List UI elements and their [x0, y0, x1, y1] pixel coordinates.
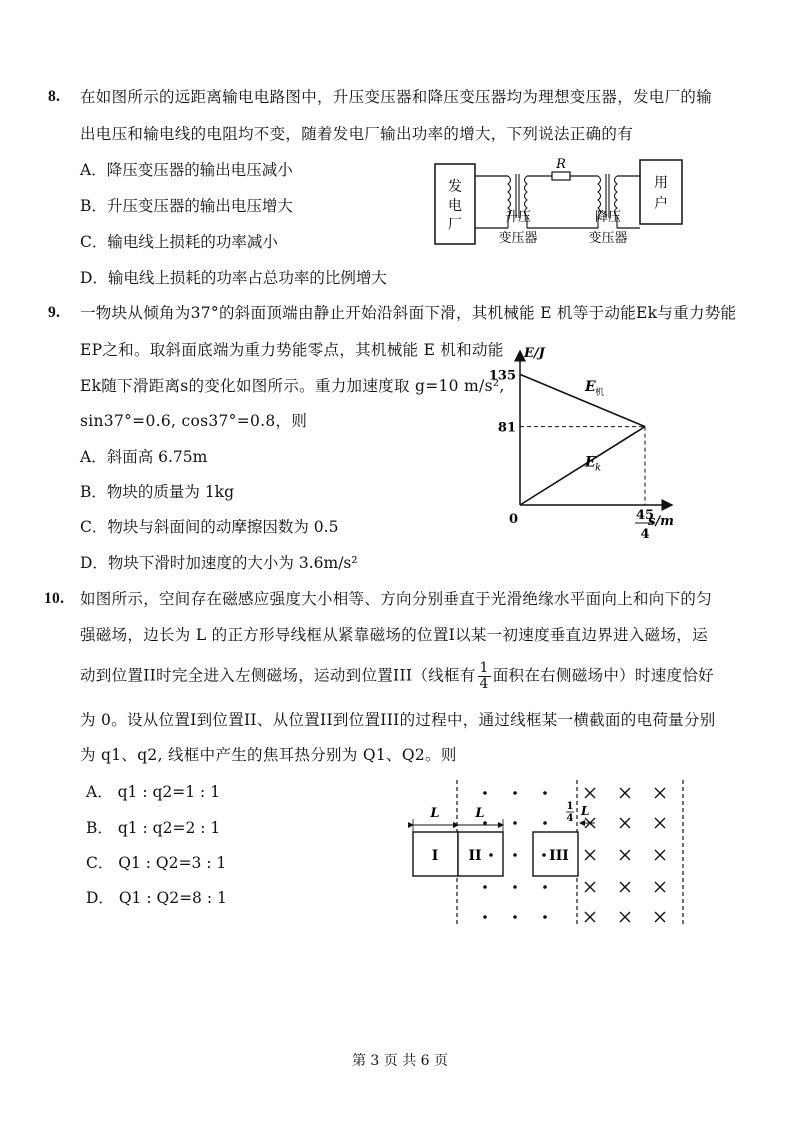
- q10-option-c: C． Q1 : Q2=3 : 1: [86, 854, 227, 872]
- series-line-kinetic-energy: [520, 427, 645, 505]
- q8-option-d: D．输电线上损耗的功率占总功率的比例增大: [80, 269, 387, 287]
- field-cross: [655, 850, 665, 860]
- q9-stem-line4: sin37°=0.6, cos37°=0.8，则: [80, 412, 308, 430]
- q10-option-a: A． q1 : q2=1 : 1: [86, 783, 221, 801]
- y-axis-label: E/J: [524, 346, 545, 361]
- series-label-kinetic-energy: E: [585, 454, 596, 471]
- field-dot: [513, 915, 517, 919]
- q8-stem-line2: 出电压和输电线的电阻均不变，随着发电厂输出功率的增大，下列说法正确的有: [80, 125, 634, 143]
- series-label-mechanical-sub: 机: [595, 387, 605, 398]
- q10-option-d: D． Q1 : Q2=8 : 1: [86, 889, 227, 907]
- dimension-l-1-label: L: [430, 806, 440, 821]
- fraction-numerator: 1: [479, 660, 489, 676]
- field-dot: [483, 915, 487, 919]
- series-label-mechanical-energy: E: [585, 378, 596, 395]
- field-cross: [620, 912, 630, 922]
- y-tick-81: 81: [497, 420, 516, 436]
- field-dot: [483, 821, 487, 825]
- y-tick-135: 135: [488, 368, 516, 384]
- field-dot: [513, 821, 517, 825]
- downward-field-crosses: [585, 788, 665, 922]
- energy-vs-distance-chart: [488, 345, 700, 555]
- field-cross: [585, 912, 595, 922]
- q10-option-b: B． q1 : q2=2 : 1: [86, 819, 221, 837]
- step-down-label-2: 变压器: [588, 231, 628, 246]
- step-up-label-2: 变压器: [498, 231, 538, 246]
- x-axis-label: s/m: [648, 514, 674, 529]
- dimension-l-2-label: L: [475, 806, 485, 821]
- q8-option-a: A．降压变压器的输出电压减小: [80, 161, 293, 179]
- field-cross: [620, 818, 630, 828]
- q8-stem-line1: 在如图所示的远距离输电电路图中，升压变压器和降压变压器均为理想变压器，发电厂的输: [80, 88, 713, 106]
- origin-label: 0: [508, 512, 518, 527]
- field-dot: [513, 791, 517, 795]
- x-tick-denominator: 4: [640, 527, 650, 542]
- field-dot: [543, 821, 547, 825]
- q8-number: 8.: [48, 88, 61, 105]
- series-line-mechanical-energy: [520, 374, 645, 426]
- position-2-dot: [489, 853, 493, 857]
- transmission-circuit-diagram: [430, 158, 690, 258]
- field-cross: [585, 850, 595, 860]
- q9-option-a: A．斜面高 6.75m: [80, 448, 208, 466]
- field-cross: [655, 912, 665, 922]
- quarter-fraction: [478, 661, 491, 692]
- q10-stem-line3a: 动到位置II时完全进入左侧磁场，运动到位置III（线框有: [80, 666, 476, 685]
- field-dot: [543, 915, 547, 919]
- field-cross: [620, 882, 630, 892]
- position-2-label: II: [468, 848, 482, 864]
- user-char-1: 用: [654, 175, 668, 191]
- q9-stem-line3: Ek随下滑距离s的变化如图所示。重力加速度取 g=10 m/s²,: [80, 377, 505, 395]
- q10-stem-line5: 为 q1、q2, 线框中产生的焦耳热分别为 Q1、Q2。则: [80, 746, 457, 764]
- magnetic-field-diagram: [405, 775, 705, 945]
- field-dot: [483, 885, 487, 889]
- field-cross: [620, 850, 630, 860]
- line-resistor: [552, 172, 570, 180]
- field-dot: [513, 853, 517, 857]
- x-tick-numerator: 45: [635, 508, 655, 523]
- plant-char-2: 电: [448, 198, 462, 214]
- step-up-label-1: 升压: [504, 210, 532, 225]
- q10-stem-line4: 为 0。设从位置I到位置II、从位置II到位置III的过程中，通过线框某一横截面的电荷量分别: [80, 711, 716, 729]
- q10-stem-line3: [80, 661, 714, 692]
- page-footer: 第 3 页 共 6 页: [351, 1053, 449, 1069]
- q10-number: 10.: [44, 590, 65, 607]
- resistor-label: R: [556, 157, 566, 172]
- q9-option-d: D．物块下滑时加速度的大小为 3.6m/s²: [80, 554, 358, 572]
- field-cross: [655, 882, 665, 892]
- field-dot: [483, 791, 487, 795]
- plant-char-1: 发: [448, 179, 462, 195]
- plant-char-3: 厂: [448, 217, 462, 233]
- position-3-dot: [542, 853, 546, 857]
- q9-option-b: B．物块的质量为 1kg: [80, 483, 234, 501]
- step-down-label-1: 降压: [594, 210, 622, 225]
- field-cross: [585, 882, 595, 892]
- q9-stem-line2: EP之和。取斜面底端为重力势能零点，其机械能 E 机和动能: [80, 341, 504, 359]
- q10-stem-line3b: 面积在右侧磁场中）时速度恰好: [492, 666, 714, 685]
- q8-option-c: C．输电线上损耗的功率减小: [80, 233, 278, 251]
- quarter-num: 1: [566, 801, 574, 812]
- position-3-label: III: [549, 848, 569, 864]
- series-label-kinetic-sub: k: [595, 462, 602, 474]
- q9-number: 9.: [48, 304, 61, 321]
- field-cross: [620, 788, 630, 798]
- field-cross: [585, 788, 595, 798]
- user-box: [640, 160, 682, 224]
- user-char-2: 户: [654, 196, 668, 212]
- fraction-denominator: 4: [479, 676, 489, 692]
- position-1-label: I: [431, 848, 439, 864]
- field-dot: [513, 885, 517, 889]
- field-dot: [543, 885, 547, 889]
- field-cross: [655, 788, 665, 798]
- field-dot: [543, 791, 547, 795]
- q9-stem-line1: 一物块从倾角为37°的斜面顶端由静止开始沿斜面下滑，其机械能 E 机等于动能Ek与重力势能: [80, 304, 737, 322]
- field-cross: [655, 818, 665, 828]
- quarter-den: 4: [566, 813, 574, 824]
- q8-option-b: B．升压变压器的输出电压增大: [80, 197, 293, 215]
- q9-option-c: C．物块与斜面间的动摩擦因数为 0.5: [80, 518, 339, 536]
- q10-stem-line1: 如图所示，空间存在磁感应强度大小相等、方向分别垂直于光滑绝缘水平面向上和向下的匀: [80, 590, 713, 608]
- q10-stem-line2: 强磁场，边长为 L 的正方形导线框从紧靠磁场的位置I以某一初速度垂直边界进入磁场，运: [80, 626, 708, 644]
- quarter-l-label: L: [581, 804, 590, 818]
